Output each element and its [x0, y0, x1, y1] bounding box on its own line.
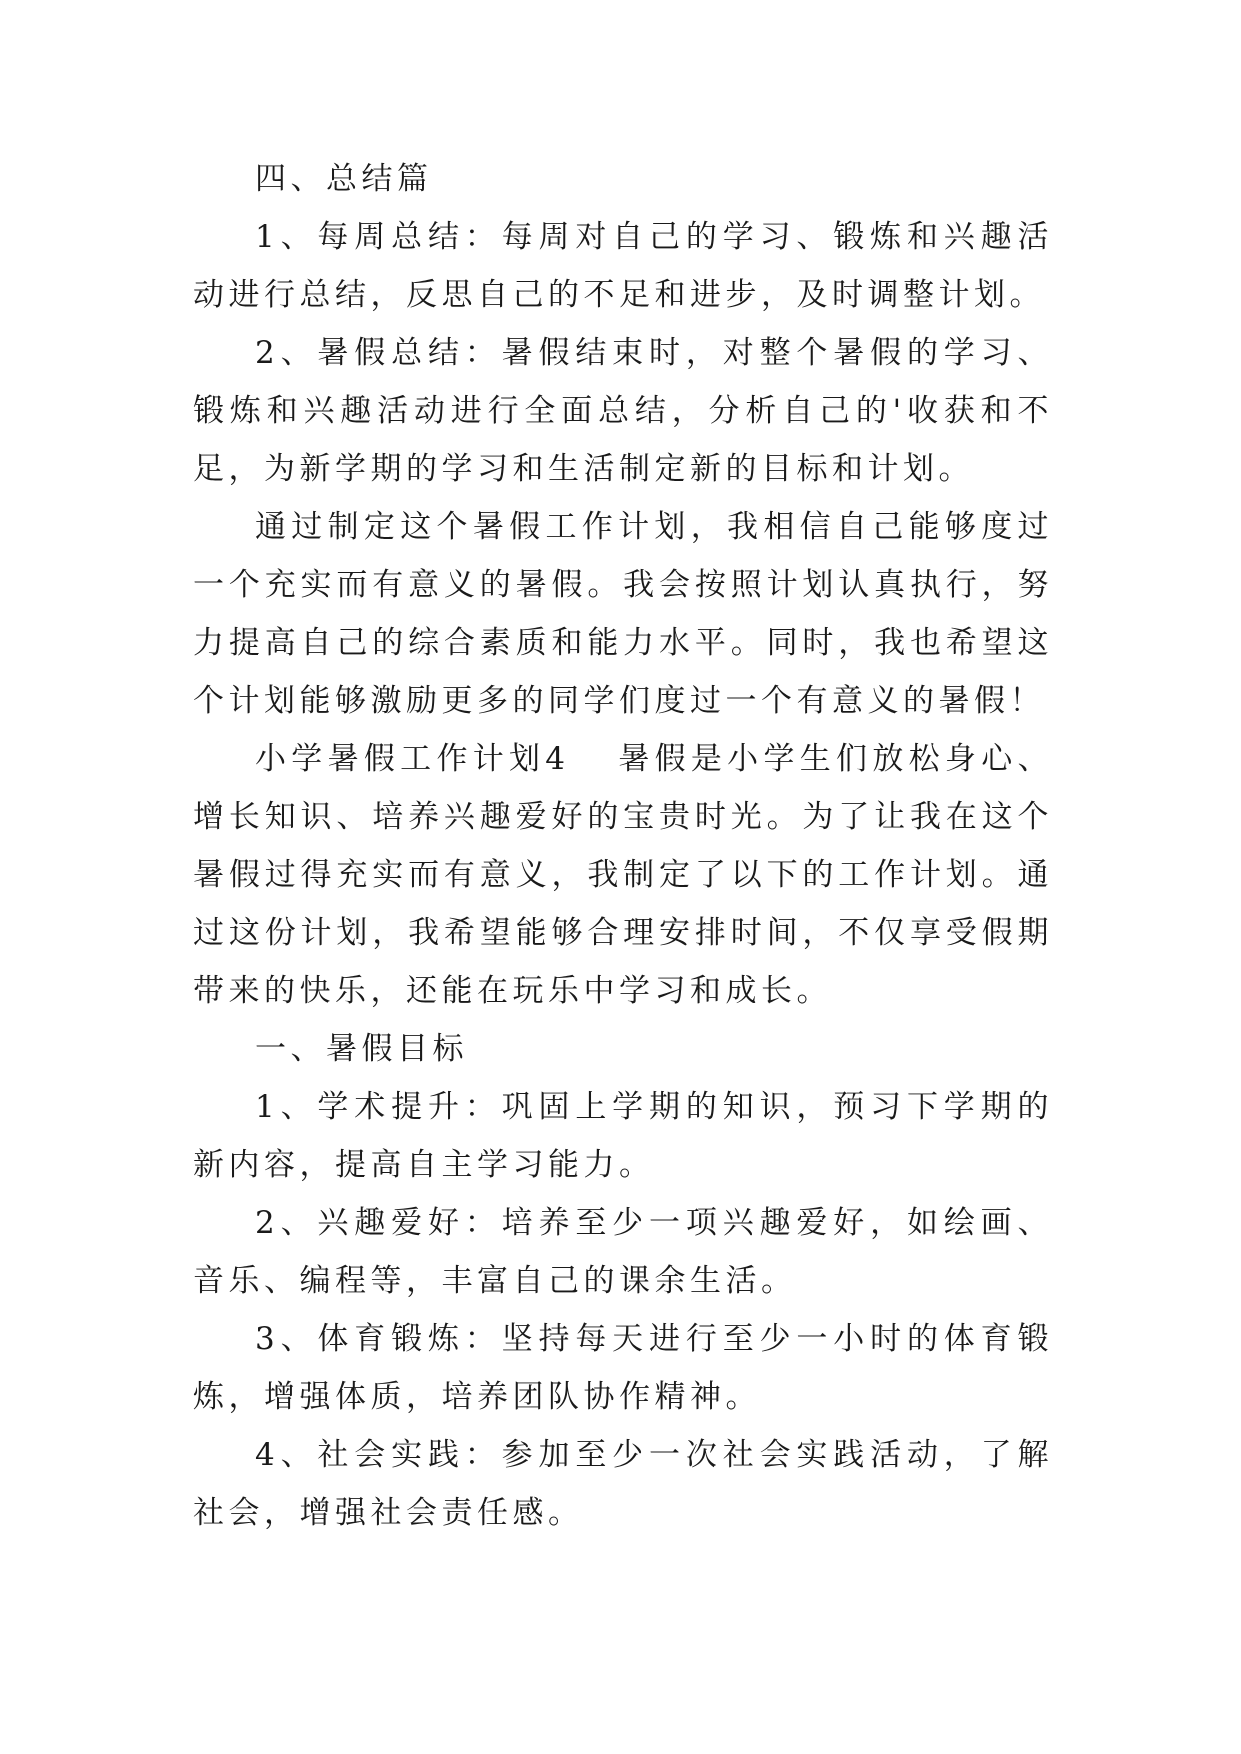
plan-4-heading: 小学暑假工作计划4	[255, 741, 570, 777]
section-title-goals: 一、暑假目标	[255, 1031, 468, 1067]
paragraph-weekly-summary: 1、每周总结：每周对自己的学习、锻炼和兴趣活动进行总结，反思自己的不足和进步，及时调整计划。	[193, 219, 1053, 313]
plan-4-intro-text: 暑假是小学生们放松身心、增长知识、培养兴趣爱好的宝贵时光。为了让我在这个暑假过得充实而有意义，我制定了以下的工作计划。通过这份计划，我希望能够合理安排时间，不仅享受假期带来的快乐，还能在玩乐中学习和成长。	[193, 741, 1053, 1009]
section-title-summary: 四、总结篇	[255, 161, 433, 197]
document-body	[193, 150, 1053, 1542]
paragraph-conclusion: 通过制定这个暑假工作计划，我相信自己能够度过一个充实而有意义的暑假。我会按照计划认真执行，努力提高自己的综合素质和能力水平。同时，我也希望这个计划能够激励更多的同学们度过一个有意义的暑假！	[193, 509, 1053, 719]
paragraph-goal-academic: 1、学术提升：巩固上学期的知识，预习下学期的新内容，提高自主学习能力。	[193, 1089, 1053, 1183]
paragraph-goal-hobbies: 2、兴趣爱好：培养至少一项兴趣爱好，如绘画、音乐、编程等，丰富自己的课余生活。	[193, 1205, 1053, 1299]
paragraph-goal-social: 4、社会实践：参加至少一次社会实践活动，了解社会，增强社会责任感。	[193, 1437, 1053, 1531]
paragraph-plan-4-intro	[193, 730, 1053, 1020]
paragraph-goal-sports: 3、体育锻炼：坚持每天进行至少一小时的体育锻炼，增强体质，培养团队协作精神。	[193, 1321, 1053, 1415]
paragraph-vacation-summary: 2、暑假总结：暑假结束时，对整个暑假的学习、锻炼和兴趣活动进行全面总结，分析自己的'收获和不足，为新学期的学习和生活制定新的目标和计划。	[193, 335, 1053, 487]
